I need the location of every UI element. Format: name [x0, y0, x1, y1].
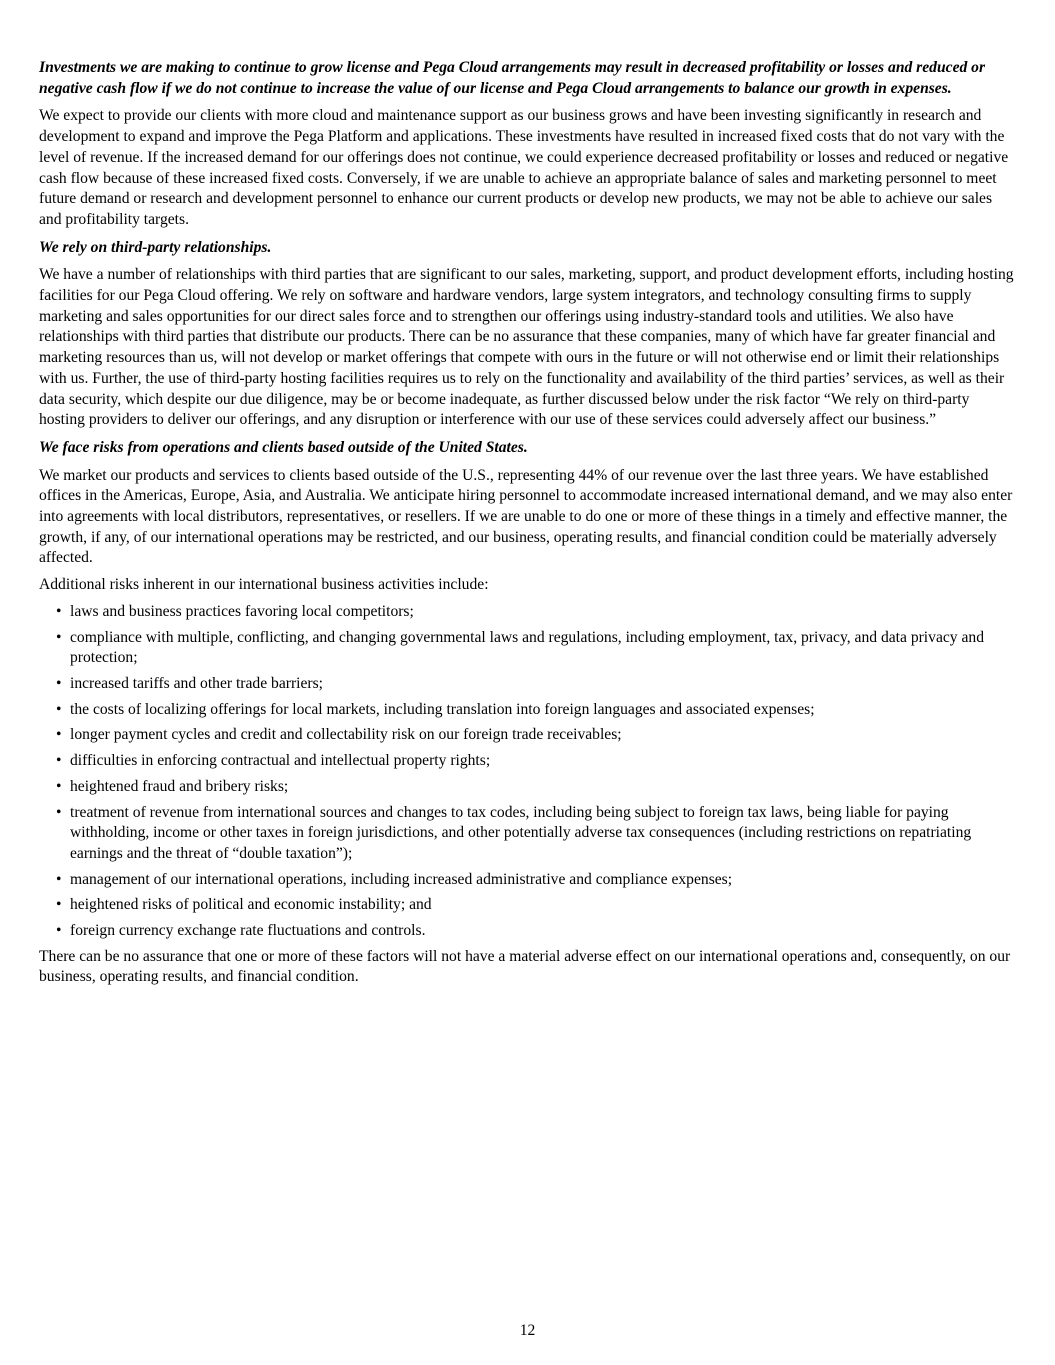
risk-list: [39, 602, 1015, 942]
page-number: 12: [519, 1322, 536, 1339]
list-item-text: compliance with multiple, conflicting, and changing governmental laws and regulations, including employment, tax, privacy, and data privacy and protection;: [70, 628, 984, 667]
list-item: [39, 803, 1015, 865]
list-item-text: management of our international operations, including increased administrative and compliance expenses;: [70, 870, 733, 888]
list-item-text: increased tariffs and other trade barriers;: [70, 674, 323, 692]
bullet-icon: •: [56, 752, 62, 770]
list-item-text: laws and business practices favoring local competitors;: [70, 602, 414, 620]
bullet-icon: •: [56, 870, 62, 888]
bullet-icon: •: [56, 628, 62, 646]
list-item: [39, 602, 1015, 623]
list-item-text: foreign currency exchange rate fluctuations and controls.: [70, 922, 426, 940]
list-item-text: heightened fraud and bribery risks;: [70, 777, 289, 795]
bullet-icon: •: [56, 777, 62, 795]
bullet-icon: •: [56, 602, 62, 620]
list-item-text: difficulties in enforcing contractual and intellectual property rights;: [70, 752, 491, 770]
section-body-investments: We expect to provide our clients with more cloud and maintenance support as our business grows and have been investing significantly in research and development to expand and improve the Pega Platform and applications. These investments have resulted in increased fixed costs that do not vary with the level of revenue. If the increased demand for our offerings does not continue, we could experience decreased profitability or losses and reduced or negative cash flow because of these increased fixed costs. Conversely, if we are unable to achieve an appropriate balance of sales and marketing personnel to meet future demand or research and development personnel to enhance our current products or develop new products, we may not be able to achieve our sales and profitability targets.: [39, 107, 1009, 228]
bullet-icon: •: [56, 700, 62, 718]
section-heading-third-party: We rely on third-party relationships.: [39, 238, 272, 256]
list-item: [39, 751, 1015, 772]
list-item: [39, 674, 1015, 695]
bullet-icon: •: [56, 803, 62, 821]
list-item-text: heightened risks of political and economic instability; and: [70, 896, 432, 914]
bullet-icon: •: [56, 922, 62, 940]
list-item-text: treatment of revenue from international sources and changes to tax codes, including being subject to foreign tax laws, being liable for paying withholding, income or other taxes in foreign jurisdictions, and other potentially adverse tax consequences (including restrictions on repatriating earnings and the threat of “double taxation”);: [70, 803, 972, 862]
list-item-text: the costs of localizing offerings for local markets, including translation into foreign languages and associated expenses;: [70, 700, 815, 718]
bullet-icon: •: [56, 726, 62, 744]
list-item: [39, 870, 1015, 891]
list-item: [39, 895, 1015, 916]
list-item: [39, 700, 1015, 721]
list-item: [39, 921, 1015, 942]
risk-list-intro: Additional risks inherent in our international business activities include:: [39, 576, 489, 594]
list-item: [39, 628, 1015, 669]
section-heading-international: We face risks from operations and clients based outside of the United States.: [39, 438, 528, 456]
document-page: [39, 58, 1015, 995]
section-body-third-party: We have a number of relationships with third parties that are significant to our sales, marketing, support, and product development efforts, including hosting facilities for our Pega Cloud offering. We rely on software and hardware vendors, large system integrators, and technology consulting firms to supply marketing and sales opportunities for our direct sales force and to strengthen our offerings using industry-standard tools and utilities. We also have relationships with third parties that distribute our products. There can be no assurance that these companies, many of which have far greater financial and marketing resources than us, will not develop or market offerings that compete with ours in the future or will not otherwise end or limit their relationships with us. Further, the use of third-party hosting facilities requires us to rely on the functionality and availability of the third parties’ services, as well as their data security, which despite our due diligence, may be or become inadequate, as further discussed below under the risk factor “We rely on third-party hosting providers to deliver our offerings, and any disruption or interference with our use of these services could adversely affect our business.”: [39, 266, 1014, 429]
section-heading-investments: Investments we are making to continue to grow license and Pega Cloud arrangements may result in decreased profitability or losses and reduced or negative cash flow if we do not continue to increase the value of our license and Pega Cloud arrangements to balance our growth in expenses.: [39, 59, 986, 97]
bullet-icon: •: [56, 896, 62, 914]
section-body-international: We market our products and services to clients based outside of the U.S., representing 44% of our revenue over the last three years. We have established offices in the Americas, Europe, Asia, and Australia. We anticipate hiring personnel to accommodate increased international demand, and we may also enter into agreements with local distributors, representatives, or resellers. If we are unable to do one or more of these things in a timely and effective manner, the growth, if any, of our international operations may be restricted, and our business, operating results, and financial condition could be materially adversely affected.: [39, 466, 1013, 567]
list-item-text: longer payment cycles and credit and collectability risk on our foreign trade receivables;: [70, 726, 622, 744]
closing-paragraph: There can be no assurance that one or more of these factors will not have a material adverse effect on our international operations and, consequently, on our business, operating results, and financial condition.: [39, 947, 1011, 986]
list-item: [39, 725, 1015, 746]
bullet-icon: •: [56, 674, 62, 692]
list-item: [39, 777, 1015, 798]
